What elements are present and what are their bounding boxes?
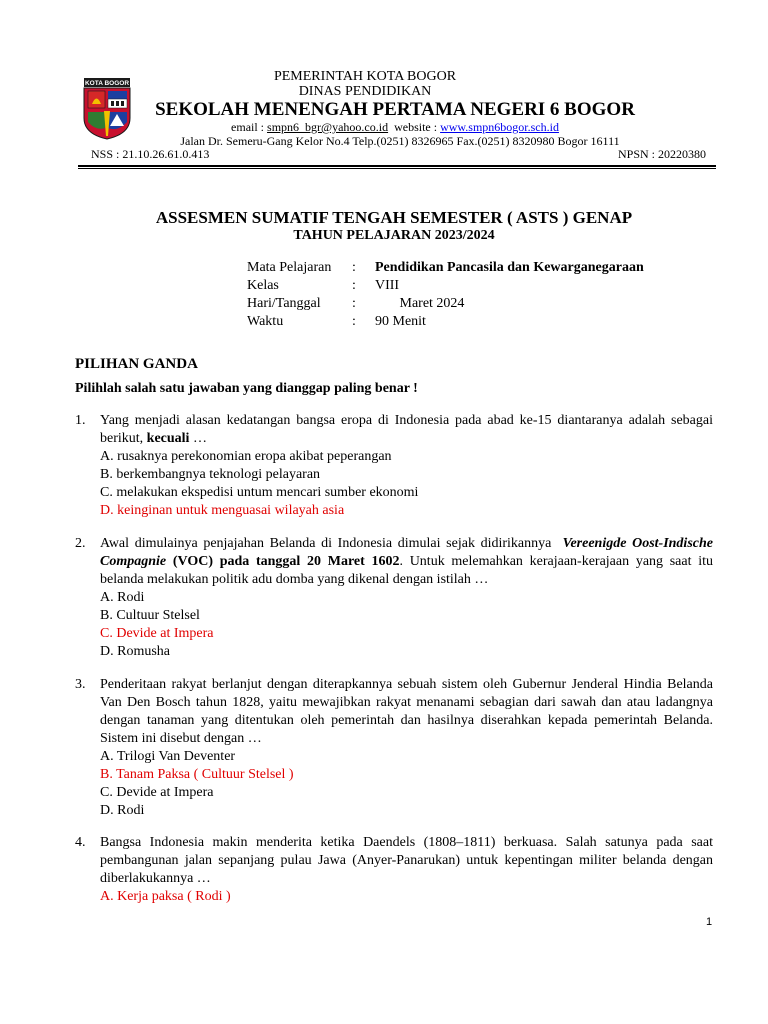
question-1 [75, 412, 713, 520]
info-value: 90 Menit [375, 314, 426, 329]
question-text [100, 535, 713, 589]
logo-text: KOTA BOGOR [84, 80, 130, 87]
info-colon: : [352, 260, 356, 275]
question-text [100, 412, 713, 448]
question-text: Bangsa Indonesia makin menderita ketika Daendels (1808–1811) berkuasa. Salah satunya pada saat pembangunan jalan sepanjang pulau Jawa (Anyer-Panarukan) untuk kepentingan militer belanda dengan diberlakukannya … [100, 835, 713, 886]
option-b: B. berkembangnya teknologi pelayaran [100, 467, 321, 482]
option-c: C. Devide at Impera [100, 785, 214, 800]
letterhead-divider-thin [78, 168, 716, 169]
question-number: 1. [75, 413, 86, 428]
option-c-answer: C. Devide at Impera [100, 626, 214, 641]
info-key: Hari/Tanggal [247, 296, 321, 311]
option-c: C. melakukan ekspedisi untum mencari sumber ekonomi [100, 485, 419, 500]
kota-bogor-logo [78, 78, 136, 140]
info-row-time [247, 313, 644, 331]
email-label: email : [231, 120, 268, 134]
exam-title: ASSESMEN SUMATIF TENGAH SEMESTER ( ASTS ) GENAP [155, 208, 633, 227]
info-key: Kelas [247, 278, 279, 293]
info-value: Maret 2024 [375, 296, 465, 311]
exam-year: TAHUN PELAJARAN 2023/2024 [293, 228, 495, 243]
option-d: D. Rodi [100, 803, 145, 818]
website-link[interactable]: www.smpn6bogor.sch.id [440, 120, 559, 134]
contact-line [140, 120, 650, 135]
section-heading: PILIHAN GANDA [75, 356, 198, 372]
question-text-emphasis: (VOC) pada tanggal 20 Maret 1602 [166, 554, 400, 569]
option-a: A. rusaknya perekonomian eropa akibat peperangan [100, 449, 392, 464]
info-colon: : [352, 278, 356, 293]
info-colon: : [352, 314, 356, 329]
option-b: B. Cultuur Stelsel [100, 608, 200, 623]
question-text-part: … [189, 431, 207, 446]
info-row-class [247, 277, 644, 295]
option-d: D. Romusha [100, 644, 170, 659]
info-value: Pendidikan Pancasila dan Kewarganegaraan [375, 260, 644, 275]
question-4 [75, 834, 713, 906]
info-key: Mata Pelajaran [247, 260, 332, 275]
question-2 [75, 535, 713, 661]
question-number: 2. [75, 536, 86, 551]
info-key: Waktu [247, 314, 284, 329]
option-b-answer: B. Tanam Paksa ( Cultuur Stelsel ) [100, 767, 294, 782]
question-text-part: Yang menjadi alasan kedatangan bangsa eropa di Indonesia pada abad ke-15 diantaranya adalah sebagai berikut, [100, 413, 713, 446]
npsn-number: NPSN : 20220380 [617, 147, 706, 161]
email-link[interactable]: smpn6_bgr@yahoo.co.id [267, 120, 389, 134]
question-number: 4. [75, 835, 86, 850]
department-name: DINAS PENDIDIKAN [298, 84, 432, 99]
nss-number: NSS : 21.10.26.61.0.413 [91, 147, 210, 161]
info-row-date [247, 295, 644, 313]
school-address: Jalan Dr. Semeru-Gang Kelor No.4 Telp.(0251) 8326965 Fax.(0251) 8320980 Bogor 16111 [180, 134, 620, 148]
question-text: Penderitaan rakyat berlanjut dengan diterapkannya sebuah sistem oleh Gubernur Jenderal Hindia Belanda Van Den Bosch tahun 1828, yaitu mewajibkan rakyat menanami sebagian dari sawah dan atau ladangnya dengan tanaman yang ditentukan oleh pemerintah dan hasilnya diserahkan kepada pemerintah Belanda. Sistem ini disebut dengan … [100, 677, 713, 746]
question-text-emphasis: Vereenigde Oost-Indische Compagnie [100, 536, 713, 569]
government-name: PEMERINTAH KOTA BOGOR [273, 69, 457, 84]
website-label: website : [388, 120, 441, 134]
question-3 [75, 676, 713, 820]
question-text-part: . Untuk melemahkan kerajaan-kerajaan yang saat itu belanda melakukan politik adu domba yang dikenal dengan istilah … [100, 554, 713, 587]
question-number: 3. [75, 677, 86, 692]
info-value: VIII [375, 278, 400, 293]
school-name: SEKOLAH MENENGAH PERTAMA NEGERI 6 BOGOR [155, 99, 635, 120]
question-text-emphasis: kecuali [146, 431, 190, 446]
option-a: A. Trilogi Van Deventer [100, 749, 236, 764]
info-row-subject [247, 259, 644, 277]
page-number: 1 [706, 916, 713, 928]
question-text-part: Awal dimulainya penjajahan Belanda di Indonesia dimulai sejak didirikannya [100, 536, 563, 551]
kota-bogor-crest-icon [78, 78, 136, 140]
option-d-answer: D. keinginan untuk menguasai wilayah asia [100, 503, 345, 518]
info-colon: : [352, 296, 356, 311]
option-a: A. Rodi [100, 590, 145, 605]
instruction-text: Pilihlah salah satu jawaban yang dianggap paling benar ! [75, 381, 418, 396]
letterhead-divider-thick [78, 165, 716, 167]
exam-info-table [247, 259, 644, 331]
option-a-answer: A. Kerja paksa ( Rodi ) [100, 889, 231, 904]
